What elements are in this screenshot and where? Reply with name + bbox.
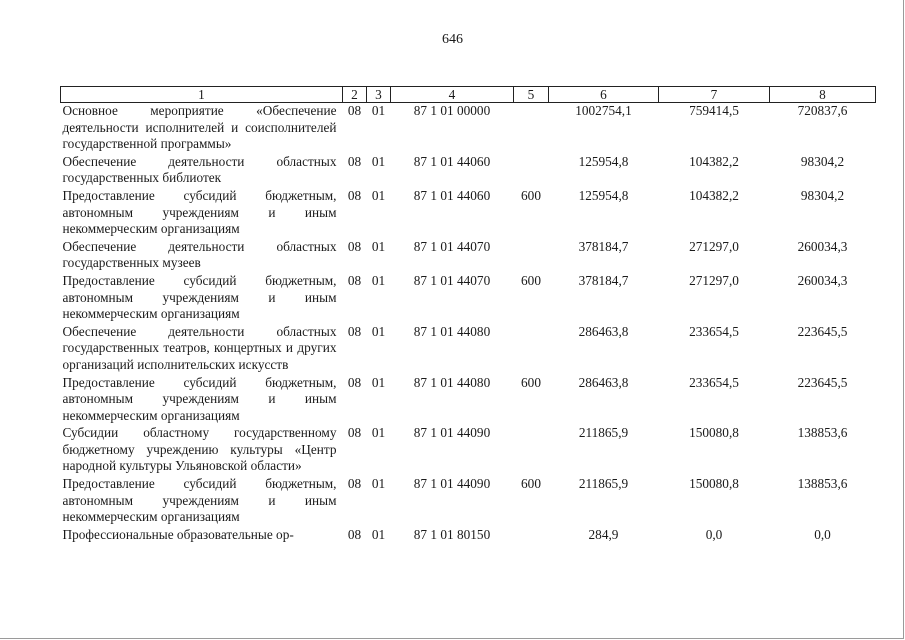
row-target-code: 87 1 01 80150	[413, 526, 491, 542]
row-section: 08	[347, 425, 362, 441]
row-name: Обеспечение деятельности областных государственных театров, концертных и других организаций исполнительских искусств	[62, 323, 337, 372]
row-name: Обеспечение деятельности областных государственных библиотек	[62, 153, 337, 186]
row-expense-type	[514, 425, 549, 476]
row-value-col7: 104382,2	[689, 187, 739, 203]
row-target-code: 87 1 01 44080	[413, 323, 491, 339]
row-value-col7: 150080,8	[689, 476, 739, 492]
header-col-1: 1	[61, 87, 343, 103]
row-subsection: 01	[371, 103, 386, 118]
row-value-col7: 0,0	[705, 526, 723, 542]
row-target-code: 87 1 01 00000	[413, 103, 491, 118]
row-expense-type	[514, 103, 549, 154]
row-expense-type	[514, 239, 549, 273]
row-expense-type: 600	[521, 374, 541, 390]
row-expense-type: 600	[521, 272, 541, 288]
row-subsection: 01	[371, 425, 386, 441]
row-expense-type	[514, 154, 549, 188]
row-value-col6: 286463,8	[578, 374, 629, 390]
row-subsection: 01	[371, 476, 386, 492]
table-row	[61, 188, 876, 239]
row-name: Предоставление субсидий бюджетным, автономным учреждениям и иным некоммерческим организациям	[62, 374, 337, 423]
row-name: Основное мероприятие «Обеспечение деятельности исполнителей и соисполнителей государственной программы»	[62, 103, 337, 152]
row-target-code: 87 1 01 44080	[413, 374, 491, 390]
row-subsection: 01	[371, 187, 386, 203]
row-subsection: 01	[371, 374, 386, 390]
table-row	[61, 273, 876, 324]
row-subsection: 01	[371, 526, 386, 542]
row-value-col8: 138853,6	[797, 425, 848, 441]
row-section: 08	[347, 323, 362, 339]
row-subsection: 01	[371, 323, 386, 339]
row-value-col6: 286463,8	[578, 323, 629, 339]
header-col-2: 2	[343, 87, 367, 103]
row-section: 08	[347, 374, 362, 390]
row-section: 08	[347, 238, 362, 254]
row-value-col8: 223645,5	[797, 374, 848, 390]
row-value-col7: 759414,5	[689, 103, 739, 118]
row-section: 08	[347, 187, 362, 203]
row-target-code: 87 1 01 44090	[413, 476, 491, 492]
row-section: 08	[347, 476, 362, 492]
row-value-col7: 150080,8	[689, 425, 739, 441]
header-col-5: 5	[514, 87, 549, 103]
row-expense-type	[514, 527, 549, 545]
page-number: 646	[442, 32, 463, 47]
table-row	[61, 527, 876, 545]
row-section: 08	[347, 153, 362, 169]
row-value-col7: 233654,5	[689, 374, 739, 390]
header-col-6: 6	[549, 87, 659, 103]
row-value-col8: 138853,6	[797, 476, 848, 492]
row-value-col6: 378184,7	[578, 272, 629, 288]
row-name: Предоставление субсидий бюджетным, автономным учреждениям и иным некоммерческим организациям	[62, 476, 337, 525]
header-col-7: 7	[659, 87, 770, 103]
row-name: Профессиональные образовательные ор-	[62, 526, 294, 542]
row-target-code: 87 1 01 44060	[413, 153, 491, 169]
row-value-col8: 98304,2	[800, 153, 845, 169]
row-expense-type	[514, 324, 549, 375]
row-name: Предоставление субсидий бюджетным, автономным учреждениям и иным некоммерческим организациям	[62, 187, 337, 237]
table-body	[61, 103, 876, 545]
row-expense-type: 600	[521, 187, 541, 203]
table-row	[61, 324, 876, 375]
row-value-col8: 260034,3	[797, 272, 848, 288]
row-name: Предоставление субсидий бюджетным, автономным учреждениям и иным некоммерческим организациям	[62, 272, 337, 322]
row-target-code: 87 1 01 44070	[413, 272, 491, 288]
row-value-col7: 104382,2	[689, 153, 739, 169]
header-col-4: 4	[391, 87, 514, 103]
row-value-col6: 211865,9	[578, 476, 629, 492]
row-value-col7: 271297,0	[689, 272, 739, 288]
row-value-col6: 1002754,1	[575, 103, 632, 118]
row-section: 08	[347, 272, 362, 288]
table-row	[61, 425, 876, 476]
row-subsection: 01	[371, 153, 386, 169]
table-row	[61, 154, 876, 188]
row-value-col8: 98304,2	[800, 187, 845, 203]
row-target-code: 87 1 01 44070	[413, 238, 491, 254]
row-value-col7: 233654,5	[689, 323, 739, 339]
row-name: Обеспечение деятельности областных государственных музеев	[62, 238, 337, 271]
row-subsection: 01	[371, 238, 386, 254]
row-section: 08	[347, 526, 362, 542]
row-value-col8: 0,0	[814, 526, 831, 542]
row-target-code: 87 1 01 44060	[413, 187, 491, 203]
row-value-col8: 223645,5	[797, 323, 848, 339]
row-value-col6: 378184,7	[578, 238, 629, 254]
header-col-8: 8	[770, 87, 876, 103]
row-value-col6: 125954,8	[578, 153, 629, 169]
row-name: Субсидии областному государственному бюджетному учреждению культуры «Центр народной культуры Ульяновской области»	[62, 425, 337, 474]
row-subsection: 01	[371, 272, 386, 288]
table-row	[61, 239, 876, 273]
row-value-col8: 720837,6	[797, 103, 848, 118]
row-target-code: 87 1 01 44090	[413, 425, 491, 441]
row-value-col6: 284,9	[588, 526, 619, 542]
row-value-col7: 271297,0	[689, 238, 739, 254]
table-row	[61, 375, 876, 426]
header-col-3: 3	[367, 87, 391, 103]
table-row	[61, 476, 876, 527]
row-value-col8: 260034,3	[797, 238, 848, 254]
table-row	[61, 103, 876, 154]
budget-table	[60, 86, 876, 544]
row-value-col6: 211865,9	[578, 425, 629, 441]
table-header-row	[61, 87, 876, 103]
row-value-col6: 125954,8	[578, 187, 629, 203]
row-section: 08	[347, 103, 362, 118]
row-expense-type: 600	[521, 476, 541, 492]
